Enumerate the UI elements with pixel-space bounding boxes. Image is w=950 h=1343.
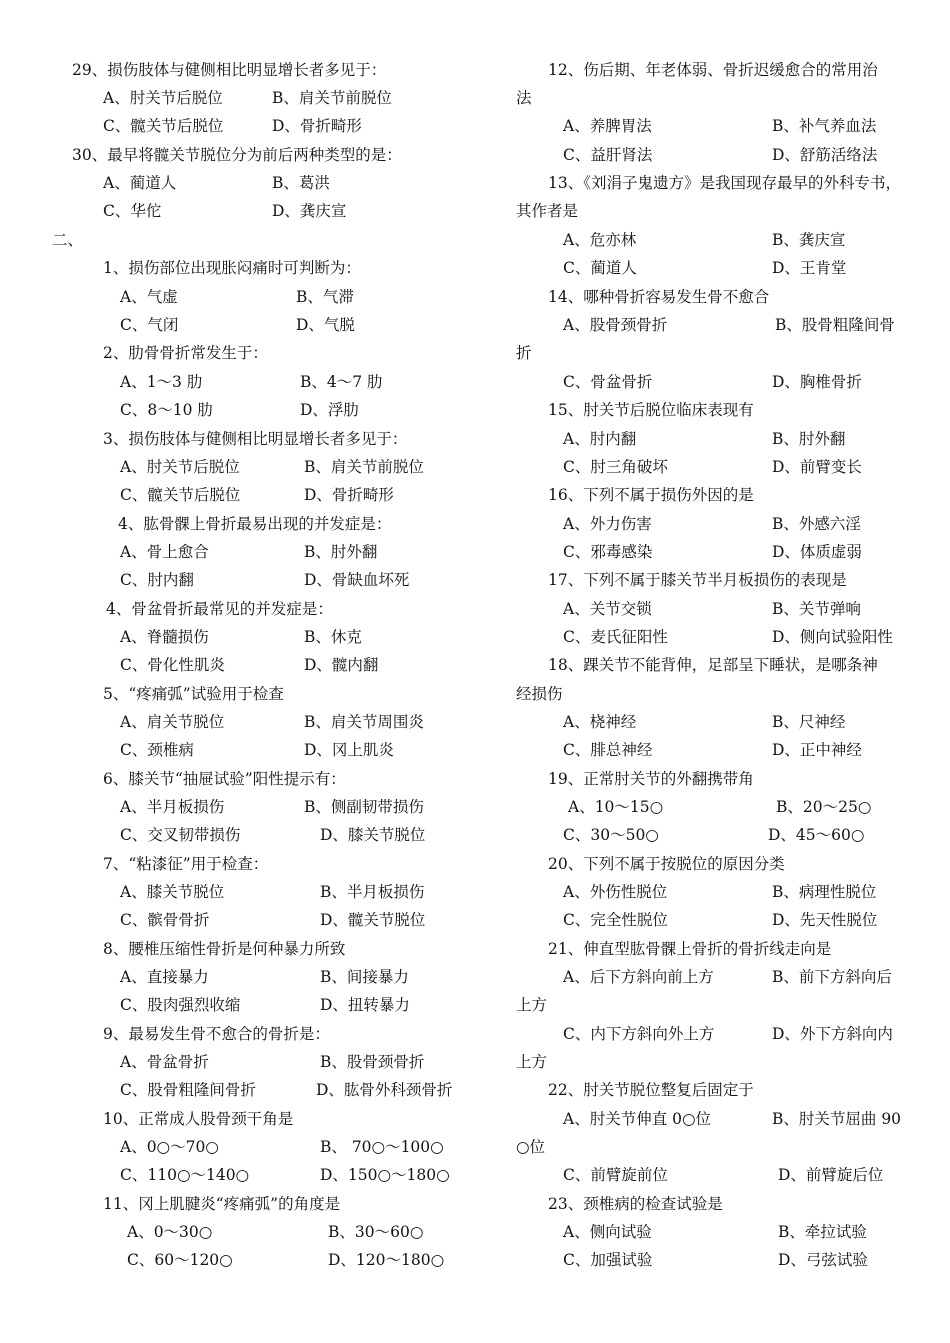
option-6-c: C、交叉韧带损伤 bbox=[120, 826, 241, 844]
option-4a-c: C、肘内翻 bbox=[120, 571, 194, 589]
option-2-c: C、8～10 肋 bbox=[120, 401, 213, 419]
option-4b-b: B、休克 bbox=[304, 628, 362, 646]
option-21-a: A、后下方斜向前上方 bbox=[563, 968, 714, 986]
option-15-c: C、肘三角破坏 bbox=[563, 458, 668, 476]
option-19-d: D、45～60○ bbox=[768, 826, 865, 844]
option-4a-a: A、骨上愈合 bbox=[120, 543, 209, 561]
option-30-b: B、葛洪 bbox=[272, 174, 330, 192]
option-8-c: C、股肉强烈收缩 bbox=[120, 996, 241, 1014]
option-29-a: A、肘关节后脱位 bbox=[103, 89, 223, 107]
question-12-wrap: 法 bbox=[516, 89, 532, 107]
question-29: 29、损伤肢体与健侧相比明显增长者多见于： bbox=[72, 61, 387, 79]
option-8-a: A、直接暴力 bbox=[120, 968, 209, 986]
option-18-b: B、尺神经 bbox=[772, 713, 846, 731]
option-7-c: C、髌骨骨折 bbox=[120, 911, 210, 929]
question-7: 7、“粘漆征”用于检查： bbox=[103, 855, 269, 873]
option-3-b: B、肩关节前脱位 bbox=[304, 458, 424, 476]
option-14-a: A、股骨颈骨折 bbox=[563, 316, 668, 334]
question-4a: 4、肱骨髁上骨折最易出现的并发症是： bbox=[118, 515, 392, 533]
option-5-a: A、肩关节脱位 bbox=[120, 713, 225, 731]
option-4b-d: D、髋内翻 bbox=[304, 656, 379, 674]
question-10: 10、正常成人股骨颈干角是 bbox=[103, 1110, 294, 1128]
option-20-b: B、病理性脱位 bbox=[772, 883, 877, 901]
option-22-b: B、肘关节屈曲 90 bbox=[772, 1110, 902, 1128]
question-18-wrap: 经损伤 bbox=[516, 685, 563, 703]
question-3: 3、损伤肢体与健侧相比明显增长者多见于： bbox=[103, 430, 408, 448]
option-11-b: B、30～60○ bbox=[328, 1223, 424, 1241]
question-30: 30、最早将髋关节脱位分为前后两种类型的是： bbox=[72, 146, 402, 164]
option-22-b-wrap: ○位 bbox=[516, 1138, 546, 1156]
question-8: 8、腰椎压缩性骨折是何种暴力所致 bbox=[103, 940, 346, 958]
option-16-c: C、邪毒感染 bbox=[563, 543, 653, 561]
option-14-b: B、股骨粗隆间骨 bbox=[775, 316, 895, 334]
question-12: 12、伤后期、年老体弱、骨折迟缓愈合的常用治 bbox=[548, 61, 878, 79]
option-16-d: D、体质虚弱 bbox=[772, 543, 862, 561]
option-23-c: C、加强试验 bbox=[563, 1251, 653, 1269]
option-14-b-wrap: 折 bbox=[516, 344, 532, 362]
option-3-d: D、骨折畸形 bbox=[304, 486, 394, 504]
option-9-a: A、骨盆骨折 bbox=[120, 1053, 209, 1071]
question-13: 13、《刘涓子鬼遗方》是我国现存最早的外科专书， bbox=[548, 174, 901, 192]
option-5-d: D、冈上肌炎 bbox=[304, 741, 394, 759]
option-20-a: A、外伤性脱位 bbox=[563, 883, 668, 901]
option-4b-c: C、骨化性肌炎 bbox=[120, 656, 225, 674]
option-30-c: C、华佗 bbox=[103, 202, 162, 220]
section-heading: 二、 bbox=[52, 231, 84, 249]
option-23-d: D、弓弦试验 bbox=[778, 1251, 868, 1269]
question-23: 23、颈椎病的检查试验是 bbox=[548, 1195, 723, 1213]
option-5-b: B、肩关节周围炎 bbox=[304, 713, 424, 731]
option-6-d: D、膝关节脱位 bbox=[320, 826, 426, 844]
option-19-c: C、30～50○ bbox=[563, 826, 659, 844]
option-22-c: C、前臂旋前位 bbox=[563, 1166, 668, 1184]
question-16: 16、下列不属于损伤外因的是 bbox=[548, 486, 754, 504]
option-10-b: B、 70○～100○ bbox=[320, 1138, 444, 1156]
option-9-b: B、股骨颈骨折 bbox=[320, 1053, 425, 1071]
option-18-a: A、桡神经 bbox=[563, 713, 637, 731]
option-1-c: C、气闭 bbox=[120, 316, 179, 334]
option-12-d: D、舒筋活络法 bbox=[772, 146, 878, 164]
option-20-c: C、完全性脱位 bbox=[563, 911, 668, 929]
option-4a-b: B、肘外翻 bbox=[304, 543, 378, 561]
option-6-a: A、半月板损伤 bbox=[120, 798, 225, 816]
option-11-d: D、120～180○ bbox=[328, 1251, 445, 1269]
option-2-d: D、浮肋 bbox=[300, 401, 359, 419]
question-2: 2、肋骨骨折常发生于： bbox=[103, 344, 268, 362]
option-13-c: C、蔺道人 bbox=[563, 259, 637, 277]
option-6-b: B、侧副韧带损伤 bbox=[304, 798, 424, 816]
option-2-b: B、4～7 肋 bbox=[300, 373, 383, 391]
option-10-a: A、0○～70○ bbox=[120, 1138, 219, 1156]
option-12-c: C、益肝肾法 bbox=[563, 146, 653, 164]
option-13-d: D、王肯堂 bbox=[772, 259, 847, 277]
option-15-b: B、肘外翻 bbox=[772, 430, 846, 448]
question-19: 19、正常肘关节的外翻携带角 bbox=[548, 770, 754, 788]
option-13-a: A、危亦林 bbox=[563, 231, 637, 249]
option-30-d: D、龚庆宣 bbox=[272, 202, 347, 220]
question-21: 21、伸直型肱骨髁上骨折的骨折线走向是 bbox=[548, 940, 832, 958]
option-18-c: C、腓总神经 bbox=[563, 741, 653, 759]
option-7-d: D、髋关节脱位 bbox=[320, 911, 426, 929]
option-14-c: C、骨盆骨折 bbox=[563, 373, 653, 391]
question-11: 11、冈上肌腱炎“疼痛弧”的角度是 bbox=[103, 1195, 341, 1213]
option-21-b-wrap: 上方 bbox=[516, 996, 548, 1014]
option-21-d: D、外下方斜向内 bbox=[772, 1025, 893, 1043]
option-17-b: B、关节弹响 bbox=[772, 600, 861, 618]
option-23-a: A、侧向试验 bbox=[563, 1223, 652, 1241]
option-14-d: D、胸椎骨折 bbox=[772, 373, 862, 391]
option-17-a: A、关节交锁 bbox=[563, 600, 652, 618]
option-12-b: B、补气养血法 bbox=[772, 117, 877, 135]
option-19-b: B、20～25○ bbox=[776, 798, 872, 816]
question-22: 22、肘关节脱位整复后固定于 bbox=[548, 1081, 754, 1099]
option-9-d: D、肱骨外科颈骨折 bbox=[316, 1081, 453, 1099]
option-22-a: A、肘关节伸直 0○位 bbox=[563, 1110, 712, 1128]
option-29-c: C、髋关节后脱位 bbox=[103, 117, 224, 135]
option-19-a: A、10～15○ bbox=[568, 798, 664, 816]
option-15-d: D、前臂变长 bbox=[772, 458, 862, 476]
option-8-b: B、间接暴力 bbox=[320, 968, 409, 986]
option-4a-d: D、骨缺血坏死 bbox=[304, 571, 410, 589]
option-29-d: D、骨折畸形 bbox=[272, 117, 362, 135]
question-4b: 4、骨盆骨折最常见的并发症是： bbox=[106, 600, 333, 618]
option-5-c: C、颈椎病 bbox=[120, 741, 194, 759]
option-17-c: C、麦氏征阳性 bbox=[563, 628, 668, 646]
option-8-d: D、扭转暴力 bbox=[320, 996, 410, 1014]
option-29-b: B、肩关节前脱位 bbox=[272, 89, 392, 107]
option-1-d: D、气脱 bbox=[296, 316, 355, 334]
option-7-b: B、半月板损伤 bbox=[320, 883, 425, 901]
option-16-b: B、外感六淫 bbox=[772, 515, 861, 533]
option-15-a: A、肘内翻 bbox=[563, 430, 637, 448]
option-7-a: A、膝关节脱位 bbox=[120, 883, 225, 901]
option-11-c: C、60～120○ bbox=[127, 1251, 233, 1269]
option-1-b: B、气滞 bbox=[296, 288, 354, 306]
option-1-a: A、气虚 bbox=[120, 288, 178, 306]
option-17-d: D、侧向试验阳性 bbox=[772, 628, 893, 646]
question-13-wrap: 其作者是 bbox=[516, 202, 579, 220]
question-5: 5、“疼痛弧”试验用于检查 bbox=[103, 685, 284, 703]
option-20-d: D、先天性脱位 bbox=[772, 911, 878, 929]
option-2-a: A、1～3 肋 bbox=[120, 373, 203, 391]
option-30-a: A、蔺道人 bbox=[103, 174, 177, 192]
option-4b-a: A、脊髓损伤 bbox=[120, 628, 209, 646]
option-16-a: A、外力伤害 bbox=[563, 515, 652, 533]
option-10-d: D、150○～180○ bbox=[320, 1166, 450, 1184]
option-3-c: C、髋关节后脱位 bbox=[120, 486, 241, 504]
option-3-a: A、肘关节后脱位 bbox=[120, 458, 240, 476]
option-21-d-wrap: 上方 bbox=[516, 1053, 548, 1071]
question-15: 15、肘关节后脱位临床表现有 bbox=[548, 401, 754, 419]
option-11-a: A、0～30○ bbox=[127, 1223, 213, 1241]
option-10-c: C、110○～140○ bbox=[120, 1166, 250, 1184]
question-17: 17、下列不属于膝关节半月板损伤的表现是 bbox=[548, 571, 847, 589]
option-21-b: B、前下方斜向后 bbox=[772, 968, 892, 986]
option-18-d: D、正中神经 bbox=[772, 741, 862, 759]
option-12-a: A、养脾胃法 bbox=[563, 117, 652, 135]
question-18: 18、踝关节不能背伸，足部呈下睡状，是哪条神 bbox=[548, 656, 878, 674]
option-21-c: C、内下方斜向外上方 bbox=[563, 1025, 715, 1043]
question-9: 9、最易发生骨不愈合的骨折是： bbox=[103, 1025, 330, 1043]
option-23-b: B、牵拉试验 bbox=[778, 1223, 867, 1241]
option-13-b: B、龚庆宣 bbox=[772, 231, 846, 249]
question-14: 14、哪种骨折容易发生骨不愈合 bbox=[548, 288, 770, 306]
option-22-d: D、前臂旋后位 bbox=[778, 1166, 884, 1184]
question-1: 1、损伤部位出现胀闷痛时可判断为： bbox=[103, 259, 361, 277]
question-6: 6、膝关节“抽屉试验”阳性提示有： bbox=[103, 770, 346, 788]
option-9-c: C、股骨粗隆间骨折 bbox=[120, 1081, 256, 1099]
question-20: 20、下列不属于按脱位的原因分类 bbox=[548, 855, 785, 873]
